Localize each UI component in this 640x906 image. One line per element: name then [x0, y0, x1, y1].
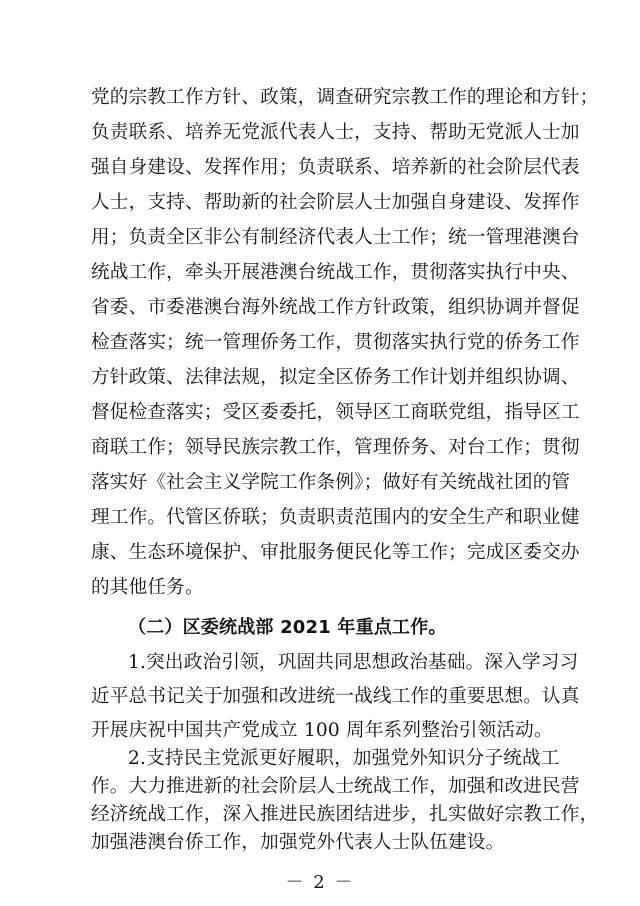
body-line: 负责联系、培养无党派代表人士，支持、帮助无党派人士加	[91, 122, 580, 143]
body-line: 康、生态环境保护、审批服务便民化等工作；完成区委交办	[91, 542, 580, 563]
body-line: 党的宗教工作方针、政策，调查研究宗教工作的理论和方针；	[91, 87, 599, 108]
body-line: 督促检查落实；受区委委托，领导区工商联党组，指导区工	[91, 402, 580, 423]
body-line: 强自身建设、发挥作用；负责联系、培养新的社会阶层代表	[91, 157, 580, 178]
item-line: 2.支持民主党派更好履职，加强党外知识分子统战工	[128, 748, 560, 769]
body-line: 落实好《社会主义学院工作条例》；做好有关统战社团的管	[91, 472, 571, 493]
item-line: 近平总书记关于加强和改进统一战线工作的重要思想。认真	[91, 686, 580, 707]
body-line: 人士，支持、帮助新的社会阶层人士加强自身建设、发挥作	[91, 192, 580, 213]
item-line: 作。大力推进新的社会阶层人士统战工作，加强和改进民营	[91, 776, 580, 797]
item-line: 加强港澳台侨工作，加强党外代表人士队伍建设。	[91, 832, 505, 853]
body-line: 的其他任务。	[91, 577, 204, 598]
item-line: 1.突出政治引领，巩固共同思想政治基础。深入学习习	[128, 652, 579, 673]
body-line: 商联工作；领导民族宗教工作，管理侨务、对台工作；贯彻	[91, 437, 580, 458]
body-line: 检查落实；统一管理侨务工作，贯彻落实执行党的侨务工作	[91, 332, 580, 353]
body-line: 理工作。代管区侨联；负责职责范围内的安全生产和职业健	[91, 507, 580, 528]
body-line: 用；负责全区非公有制经济代表人士工作；统一管理港澳台	[91, 227, 580, 248]
body-line: 统战工作，牵头开展港澳台统战工作，贯彻落实执行中央、	[91, 262, 580, 283]
body-line: 省委、市委港澳台海外统战工作方针政策，组织协调并督促	[91, 297, 580, 318]
body-line: 方针政策、法律法规，拟定全区侨务工作计划并组织协调、	[91, 367, 580, 388]
item-line: 开展庆祝中国共产党成立 100 周年系列整治引领活动。	[91, 720, 553, 741]
item-line: 经济统战工作，深入推进民族团结进步，扎实做好宗教工作，	[91, 804, 599, 825]
section-heading: （二）区委统战部 2021 年重点工作。	[128, 617, 447, 638]
page-number: － 2 －	[285, 872, 355, 893]
